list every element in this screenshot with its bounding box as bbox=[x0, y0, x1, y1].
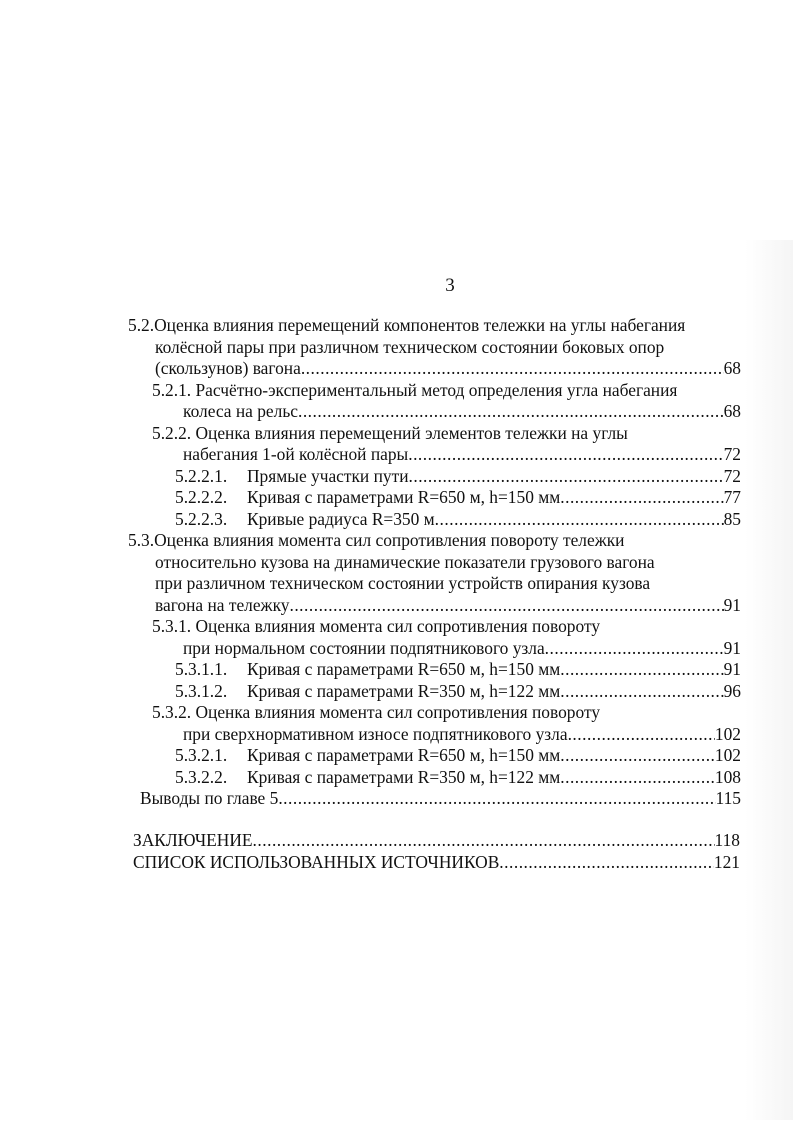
leader-dots bbox=[560, 658, 723, 680]
toc-5-3-line4[interactable]: вагона на тележку ..... 91 bbox=[155, 594, 741, 616]
toc-5-3-2-2-page: 108 bbox=[714, 767, 741, 787]
leader-dots bbox=[499, 851, 714, 873]
toc-5-3-2-1-page: 102 bbox=[714, 745, 741, 765]
toc-5-2-line1[interactable]: 5.2.Оценка влияния перемещений компонентов тележки на углы набегания bbox=[128, 315, 686, 335]
toc-5-2-2-3[interactable]: 5.2.2.3. Кривые радиуса R=350 м ..... 85 bbox=[175, 508, 741, 530]
toc-5-3-2-1[interactable]: 5.3.2.1. Кривая с параметрами R=650 м, h=150 мм ..... 102 bbox=[175, 744, 741, 766]
leader-dots bbox=[278, 787, 715, 809]
leader-dots bbox=[560, 680, 723, 702]
toc-5-2-2-line1[interactable]: 5.2.2. Оценка влияния перемещений элементов тележки на углы bbox=[152, 423, 628, 443]
toc-5-3-2-line1[interactable]: 5.3.2. Оценка влияния момента сил сопротивления повороту bbox=[152, 702, 601, 722]
toc-5-2-2-1[interactable]: 5.2.2.1. Прямые участки пути ..... 72 bbox=[175, 465, 741, 487]
toc-5-3-line3[interactable]: при различном техническом состоянии устройств опирания кузова bbox=[155, 573, 651, 593]
leader-dots bbox=[560, 766, 715, 788]
toc-5-3-2-2[interactable]: 5.3.2.2. Кривая с параметрами R=350 м, h=122 мм ..... 108 bbox=[175, 766, 741, 788]
leader-dots bbox=[560, 744, 715, 766]
toc-5-3-1-2[interactable]: 5.3.1.2. Кривая с параметрами R=350 м, h=122 мм ..... 96 bbox=[175, 680, 741, 702]
toc-5-2-1-page: 68 bbox=[723, 401, 741, 421]
toc-5-2-1-line1[interactable]: 5.2.1. Расчётно-экспериментальный метод определения угла набегания bbox=[152, 380, 678, 400]
toc-5-2-2-1-page: 72 bbox=[723, 466, 741, 486]
toc-5-3-1-line1[interactable]: 5.3.1. Оценка влияния момента сил сопротивления повороту bbox=[152, 616, 601, 636]
toc-sources-page: 121 bbox=[713, 852, 740, 872]
toc-5-3-1-1-page: 91 bbox=[723, 659, 741, 679]
toc-5-3-1-line2[interactable]: при нормальном состоянии подпятникового узла ..... 91 bbox=[183, 637, 741, 659]
toc-5-2-2-3-page: 85 bbox=[723, 509, 741, 529]
toc-5-2-line2[interactable]: колёсной пары при различном техническом состоянии боковых опор bbox=[155, 337, 665, 357]
toc-5-2-2-2[interactable]: 5.2.2.2. Кривая с параметрами R=650 м, h=150 мм ..... 77 bbox=[175, 486, 741, 508]
leader-dots bbox=[409, 465, 724, 487]
toc-5-2-2-line2[interactable]: набегания 1-ой колёсной пары ..... 72 bbox=[183, 443, 741, 465]
toc-conclusions-page: 115 bbox=[715, 788, 741, 808]
page-number: 3 bbox=[445, 275, 455, 296]
leader-dots bbox=[545, 637, 724, 659]
toc-5-3-page: 91 bbox=[723, 595, 741, 615]
toc-5-2-2-page: 72 bbox=[723, 444, 741, 464]
toc-5-3-1-2-page: 96 bbox=[723, 681, 741, 701]
toc-5-3-line1[interactable]: 5.3.Оценка влияния момента сил сопротивления повороту тележки bbox=[128, 530, 625, 550]
leader-dots bbox=[301, 357, 724, 379]
leader-dots bbox=[560, 486, 723, 508]
toc-5-2-1-line2[interactable]: колеса на рельс ..... 68 bbox=[183, 400, 741, 422]
toc-conclusions-ch5[interactable]: Выводы по главе 5 ..... 115 bbox=[140, 787, 741, 809]
toc-5-3-2-page: 102 bbox=[714, 724, 741, 744]
leader-dots bbox=[568, 723, 715, 745]
leader-dots bbox=[298, 400, 724, 422]
toc-zaklyuchenie-page: 118 bbox=[714, 830, 740, 850]
toc-5-3-1-1[interactable]: 5.3.1.1. Кривая с параметрами R=650 м, h=150 мм ..... 91 bbox=[175, 658, 741, 680]
toc-5-2-page: 68 bbox=[723, 358, 741, 378]
toc-5-3-line2[interactable]: относительно кузова на динамические показатели грузового вагона bbox=[155, 552, 655, 572]
toc-5-2-line3[interactable]: (скользунов) вагона ..... 68 bbox=[155, 357, 741, 379]
toc-zaklyuchenie[interactable]: ЗАКЛЮЧЕНИЕ ..... 118 bbox=[133, 829, 740, 851]
leader-dots bbox=[435, 508, 724, 530]
leader-dots bbox=[253, 829, 715, 851]
toc-5-3-1-page: 91 bbox=[723, 638, 741, 658]
toc-5-2-2-2-page: 77 bbox=[723, 487, 741, 507]
toc-5-3-2-line2[interactable]: при сверхнормативном износе подпятникового узла ..... 102 bbox=[183, 723, 741, 745]
leader-dots bbox=[408, 443, 723, 465]
leader-dots bbox=[289, 594, 723, 616]
toc-sources[interactable]: СПИСОК ИСПОЛЬЗОВАННЫХ ИСТОЧНИКОВ ..... 121 bbox=[133, 851, 740, 873]
